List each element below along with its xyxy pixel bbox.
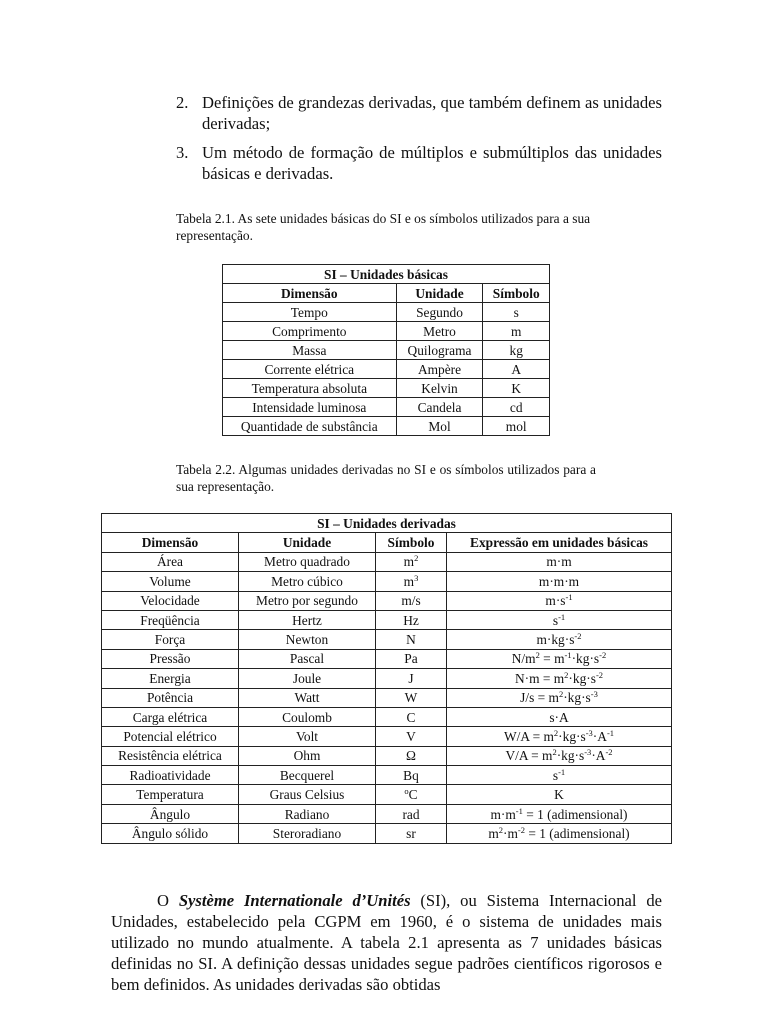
list-item-number: 3. [176, 143, 189, 162]
table-row [102, 727, 672, 746]
table-row [102, 610, 672, 629]
table-cell-dim: Resistência elétrica [102, 746, 239, 765]
list-item [176, 142, 662, 184]
table-cell-sym: m/s [376, 591, 447, 610]
table-cell: Mol [396, 417, 483, 436]
table-cell-unit: Metro cúbico [239, 572, 376, 591]
table-cell: s [483, 303, 550, 322]
table-cell: A [483, 360, 550, 379]
table-cell-dim: Velocidade [102, 591, 239, 610]
table1-header-unidade: Unidade [396, 284, 483, 303]
table-cell-dim: Ângulo sólido [102, 824, 239, 843]
table-cell-sym: Ω [376, 746, 447, 765]
table-row [102, 591, 672, 610]
table-cell-unit: Becquerel [239, 766, 376, 785]
table-cell-sym: J [376, 669, 447, 688]
table2-header-simbolo: Símbolo [376, 533, 447, 552]
table-cell-unit: Coulomb [239, 707, 376, 726]
table-row [223, 360, 550, 379]
table-cell-dim: Ângulo [102, 804, 239, 823]
table-row [223, 322, 550, 341]
table-row [102, 649, 672, 668]
table-cell-unit: Joule [239, 669, 376, 688]
table-cell-dim: Carga elétrica [102, 707, 239, 726]
table-row [102, 707, 672, 726]
table-cell-expr: $m\cdot kg\cdot s^{-2}$ [447, 630, 672, 649]
table1-header-simbolo: Símbolo [483, 284, 550, 303]
table-cell: mol [483, 417, 550, 436]
table-cell-dim: Temperatura [102, 785, 239, 804]
table-cell-dim: Potência [102, 688, 239, 707]
table-cell-expr: $m\cdot m^{-1} = 1$ (adimensional) [447, 804, 672, 823]
table-cell-sym: C [376, 707, 447, 726]
table-cell-dim: Força [102, 630, 239, 649]
table-cell-dim: Área [102, 552, 239, 571]
table-cell: Ampère [396, 360, 483, 379]
table1-caption: Tabela 2.1. As sete unidades básicas do SI e os símbolos utilizados para a sua representação. [176, 211, 591, 243]
table-cell: Quilograma [396, 341, 483, 360]
table-cell-unit: Graus Celsius [239, 785, 376, 804]
table-row [102, 552, 672, 571]
list-item-number: 2. [176, 93, 189, 112]
table-cell: Quantidade de substância [223, 417, 397, 436]
table-row [223, 398, 550, 417]
table-row [102, 824, 672, 843]
list-item [176, 92, 662, 134]
table-cell-sym: rad [376, 804, 447, 823]
paragraph-prefix: O [157, 891, 179, 910]
table-cell-dim: Potencial elétrico [102, 727, 239, 746]
table-cell-expr: $m\cdot s^{-1}$ [447, 591, 672, 610]
list-item-text: Um método de formação de múltiplos e submúltiplos das unidades básicas e derivadas. [202, 143, 662, 183]
table-cell: Candela [396, 398, 483, 417]
table-row [102, 746, 672, 765]
table-cell-unit: Steroradiano [239, 824, 376, 843]
table-cell-dim: Freqüência [102, 610, 239, 629]
table-row [102, 766, 672, 785]
table-cell-expr: $N/m^2 = m^{-1}\cdot kg\cdot s^{-2}$ [447, 649, 672, 668]
paragraph-text: (SI), ou Sistema Internacional de Unidades, estabelecido pela CGPM em 1960, é o sistema de unidades mais utilizado no mundo atualmente. A tabela 2.1 apresenta as 7 unidades básicas definidas no SI. A definição dessas unidades segue padrões científicos rigorosos e bem definidos. As unidades derivadas são obtidas [111, 891, 663, 994]
table-cell-sym: sr [376, 824, 447, 843]
table-cell-unit: Radiano [239, 804, 376, 823]
table-row [102, 785, 672, 804]
table1-title: SI – Unidades básicas [223, 265, 550, 284]
table2-caption: Tabela 2.2. Algumas unidades derivadas no SI e os símbolos utilizados para a sua representação. [176, 462, 596, 494]
table-row [102, 630, 672, 649]
table-cell-unit: Metro por segundo [239, 591, 376, 610]
table2-title: SI – Unidades derivadas [102, 514, 672, 533]
table-cell-sym: Pa [376, 649, 447, 668]
table-cell-expr: m·m·m [447, 572, 672, 591]
table-cell: Intensidade luminosa [223, 398, 397, 417]
table-cell-dim: Pressão [102, 649, 239, 668]
table-cell-unit: Ohm [239, 746, 376, 765]
table2-header-dimensao: Dimensão [102, 533, 239, 552]
list-item-text: Definições de grandezas derivadas, que também definem as unidades derivadas; [202, 93, 662, 133]
table-cell-unit: Volt [239, 727, 376, 746]
table-cell-expr: $N\cdot m = m^2\cdot kg\cdot s^{-2}$ [447, 669, 672, 688]
table1-header-dimensao: Dimensão [223, 284, 397, 303]
table-cell-expr: K [447, 785, 672, 804]
basic-units-table [222, 264, 550, 436]
table-row [102, 804, 672, 823]
table-cell-sym: V [376, 727, 447, 746]
table-row [223, 341, 550, 360]
body-paragraph [111, 890, 662, 995]
table-cell-unit: Watt [239, 688, 376, 707]
table-cell-sym: $m^2$ [376, 552, 447, 571]
table-cell-expr: s·A [447, 707, 672, 726]
table-cell-sym: Hz [376, 610, 447, 629]
table-cell: Massa [223, 341, 397, 360]
table-cell-sym: $^o$C [376, 785, 447, 804]
table-cell: Temperatura absoluta [223, 379, 397, 398]
table-cell: Kelvin [396, 379, 483, 398]
table-cell: Tempo [223, 303, 397, 322]
table-cell-sym: W [376, 688, 447, 707]
table-cell: Segundo [396, 303, 483, 322]
table-cell-expr: $V/A = m^2\cdot kg\cdot s^{-3}\cdot A^{-2}$ [447, 746, 672, 765]
table-row [102, 669, 672, 688]
table-row [102, 688, 672, 707]
table-cell-expr: $s^{-1}$ [447, 610, 672, 629]
table-cell-dim: Radioatividade [102, 766, 239, 785]
table-row [223, 379, 550, 398]
table-cell-unit: Hertz [239, 610, 376, 629]
table2-header-expressao: Expressão em unidades básicas [447, 533, 672, 552]
table-cell-sym: N [376, 630, 447, 649]
table-row [223, 417, 550, 436]
table-cell: Comprimento [223, 322, 397, 341]
table-row [102, 572, 672, 591]
derived-units-table [101, 513, 672, 844]
numbered-list [176, 92, 662, 184]
table-cell-expr: $s^{-1}$ [447, 766, 672, 785]
table-cell-expr: m·m [447, 552, 672, 571]
table-cell-sym: $m^3$ [376, 572, 447, 591]
table-cell: kg [483, 341, 550, 360]
table-row [223, 303, 550, 322]
table-cell-expr: $W/A = m^2\cdot kg\cdot s^{-3}\cdot A^{-1}$ [447, 727, 672, 746]
table-cell: K [483, 379, 550, 398]
table-cell: cd [483, 398, 550, 417]
table-cell-dim: Energia [102, 669, 239, 688]
table2-header-unidade: Unidade [239, 533, 376, 552]
table-cell-unit: Newton [239, 630, 376, 649]
table-cell: m [483, 322, 550, 341]
table-cell-dim: Volume [102, 572, 239, 591]
table-cell-sym: Bq [376, 766, 447, 785]
table-cell-expr: $J/s = m^2\cdot kg\cdot s^{-3}$ [447, 688, 672, 707]
paragraph-italic-term: Système Internationale d’Unités [178, 891, 411, 910]
table-cell: Corrente elétrica [223, 360, 397, 379]
table-cell-unit: Metro quadrado [239, 552, 376, 571]
table-cell-expr: $m^2\cdot m^{-2} = 1$ (adimensional) [447, 824, 672, 843]
table-cell-unit: Pascal [239, 649, 376, 668]
table-cell: Metro [396, 322, 483, 341]
